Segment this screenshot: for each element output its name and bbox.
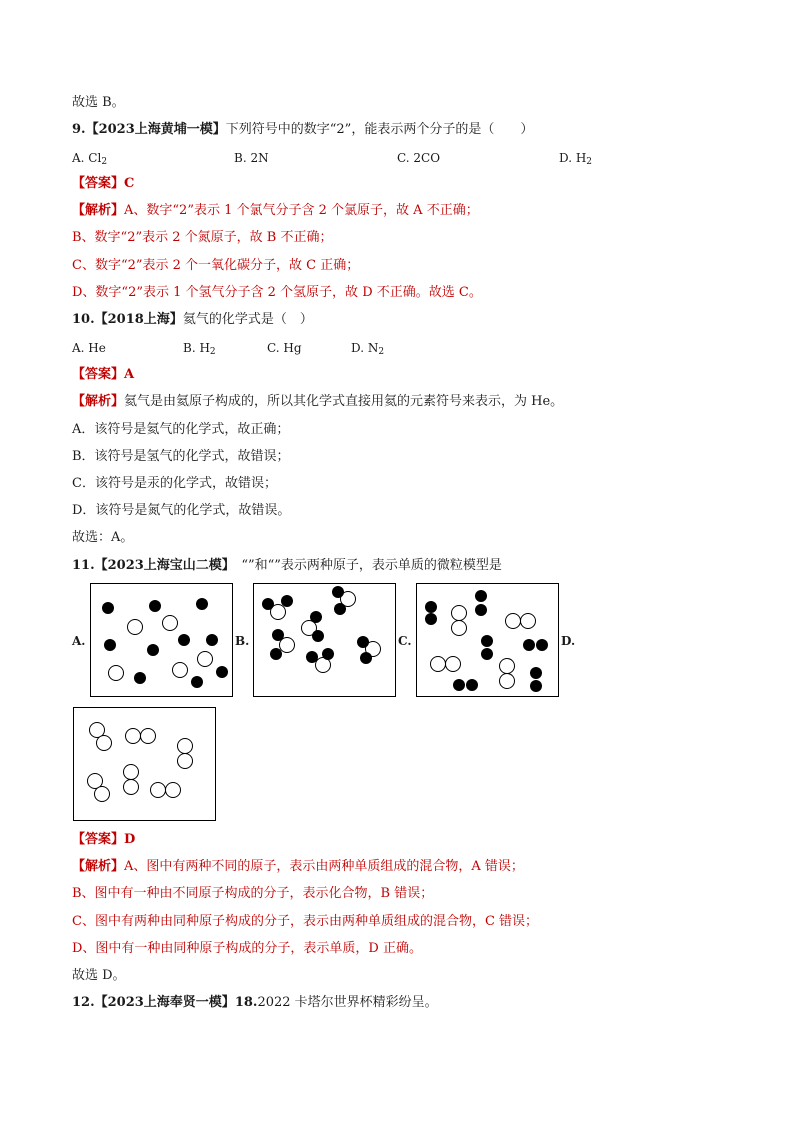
black-atom (306, 651, 318, 663)
black-atom (206, 634, 218, 646)
black-atom (530, 667, 542, 679)
q12-stem-line (72, 994, 438, 1012)
model-b-diagram (254, 584, 395, 696)
q10-stem: 氦气的化学式是（ ） (182, 312, 313, 327)
q10-final: 故选：A。 (72, 530, 134, 545)
black-atom (481, 648, 493, 660)
q11-label-b: B. (235, 634, 250, 648)
q9-answer: 【答案】C (72, 176, 135, 191)
white-atom (126, 729, 141, 744)
q9-analysis-4: D、数字“2”表示 1 个氢气分子含 2 个氢原子，故 D 不正确。故选 C。 (72, 285, 482, 300)
white-atom (178, 754, 193, 769)
black-atom (196, 598, 208, 610)
q10-answer: 【答案】A (72, 367, 135, 382)
white-atom (163, 616, 178, 631)
black-atom (360, 652, 372, 664)
black-atom (425, 613, 437, 625)
q11-label-c: C. (398, 634, 412, 648)
black-atom (481, 635, 493, 647)
white-atom (141, 729, 156, 744)
black-atom (102, 602, 114, 614)
white-atom (166, 783, 181, 798)
white-atom (521, 614, 536, 629)
q9-analysis-2: B、数字“2”表示 2 个氮原子，故 B 不正确； (72, 230, 333, 245)
black-atom (262, 598, 274, 610)
black-atom (466, 679, 478, 691)
black-atom (332, 586, 344, 598)
white-atom (109, 666, 124, 681)
q10-option-b: B. $H_2$ (183, 341, 216, 357)
white-atom (95, 787, 110, 802)
black-atom (216, 666, 228, 678)
black-atom (312, 630, 324, 642)
q12-number: 12. (72, 995, 95, 1010)
q9-option-b: B. 2N (234, 151, 269, 165)
black-atom (149, 600, 161, 612)
q11-analysis-1: 【解析】A、图中有两种不同的原子，表示由两种单质组成的混合物，A 错误； (72, 859, 524, 874)
black-atom (178, 634, 190, 646)
black-atom (475, 590, 487, 602)
q11-stem-line (72, 557, 502, 575)
black-atom (523, 639, 535, 651)
white-atom (173, 663, 188, 678)
q11-source: 【2023上海宝山二模】 (94, 558, 229, 573)
white-atom (198, 652, 213, 667)
q11-analysis-2: B、图中有一种由不同原子构成的分子，表示化合物，B 错误； (72, 886, 434, 901)
white-atom (97, 736, 112, 751)
white-atom (124, 780, 139, 795)
q10-number: 10. (72, 312, 95, 327)
q10-analysis-0: 【解析】氦气是由氦原子构成的，所以其化学式直接用氦的元素符号来表示，为 He。 (72, 394, 564, 409)
white-atom (506, 614, 521, 629)
q11-stem: “”和“”表示两种原子，表示单质的微粒模型是 (228, 558, 502, 573)
black-atom (191, 676, 203, 688)
q9-stem-line (72, 121, 533, 139)
white-atom (500, 674, 515, 689)
white-atom (178, 739, 193, 754)
white-atom (431, 657, 446, 672)
black-atom (530, 680, 542, 692)
q11-number: 11. (72, 558, 95, 573)
white-atom (128, 620, 143, 635)
black-atom (357, 636, 369, 648)
q9-option-c: C. 2CO (397, 151, 441, 165)
q9-option-a: A. $Cl_2$ (72, 151, 108, 167)
white-atom (452, 621, 467, 636)
model-d-diagram (74, 708, 215, 820)
q9-analysis-3: C、数字“2”表示 2 个一氧化碳分子，故 C 正确； (72, 258, 360, 273)
prev-answer: 故选 B。 (72, 95, 125, 110)
black-atom (322, 648, 334, 660)
model-a-diagram (91, 584, 232, 696)
black-atom (272, 629, 284, 641)
white-atom (452, 606, 467, 621)
q11-model-b (253, 583, 396, 697)
white-atom (280, 638, 295, 653)
q11-model-d (73, 707, 216, 821)
model-c-diagram (417, 584, 558, 696)
black-atom (281, 595, 293, 607)
q11-final: 故选 D。 (72, 968, 126, 983)
black-atom (425, 601, 437, 613)
black-atom (310, 611, 322, 623)
q9-analysis-1: 【解析】A、数字“2”表示 1 个氯气分子含 2 个氯原子，故 A 不正确； (72, 203, 479, 218)
q9-number: 9. (72, 122, 86, 137)
q10-option-a: A. He (72, 341, 106, 355)
q9-option-d: D. $H_2$ (559, 151, 593, 167)
black-atom (104, 639, 116, 651)
black-atom (134, 672, 146, 684)
q9-source: 【2023上海黄埔一模】 (85, 122, 226, 137)
q10-option-d: D. $N_2$ (351, 341, 385, 357)
q11-analysis-4: D、图中有一种由同种原子构成的分子，表示单质，D 正确。 (72, 941, 422, 956)
black-atom (334, 603, 346, 615)
black-atom (475, 604, 487, 616)
q11-analysis-3: C、图中有两种由同种原子构成的分子，表示由两种单质组成的混合物，C 错误； (72, 914, 539, 929)
q10-analysis-3: C．该符号是汞的化学式，故错误； (72, 476, 277, 491)
white-atom (151, 783, 166, 798)
white-atom (446, 657, 461, 672)
q11-label-d: D. (561, 634, 576, 648)
black-atom (147, 644, 159, 656)
q10-source: 【2018上海】 (94, 312, 183, 327)
q10-analysis-4: D．该符号是氮气的化学式，故错误。 (72, 503, 291, 518)
q11-model-c (416, 583, 559, 697)
q10-stem-line (72, 311, 313, 329)
black-atom (453, 679, 465, 691)
q12-source: 【2023上海奉贤一模】 (94, 995, 235, 1010)
white-atom (124, 765, 139, 780)
q12-sub-number: 18. (234, 995, 258, 1010)
q11-model-a (90, 583, 233, 697)
black-atom (536, 639, 548, 651)
q12-stem: 2022 卡塔尔世界杯精彩纷呈。 (257, 995, 438, 1010)
q11-label-a: A. (72, 634, 86, 648)
q10-option-c: C. Hg (267, 341, 302, 355)
q11-answer: 【答案】D (72, 832, 136, 847)
q10-analysis-2: B．该符号是氢气的化学式，故错误； (72, 449, 290, 464)
white-atom (500, 659, 515, 674)
q10-analysis-1: A．该符号是氦气的化学式，故正确； (72, 422, 290, 437)
black-atom (270, 648, 282, 660)
q9-stem: 下列符号中的数字“2”，能表示两个分子的是（ ） (225, 122, 534, 137)
